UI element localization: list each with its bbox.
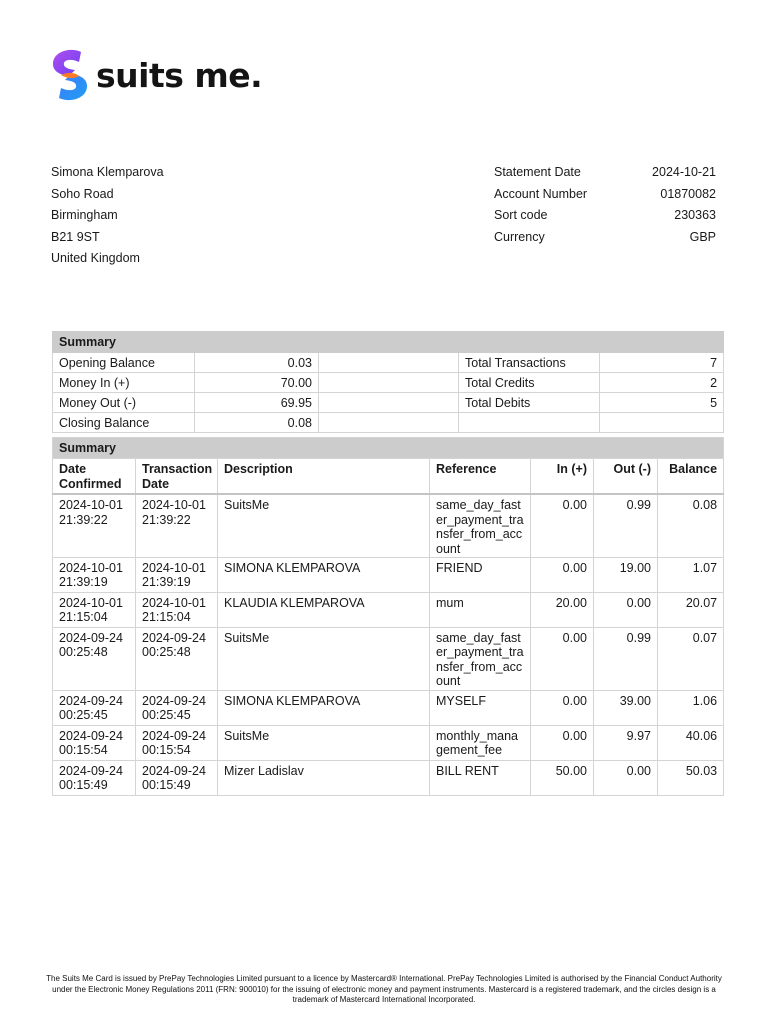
description-cell: SuitsMe	[218, 627, 430, 690]
summary-row	[53, 413, 724, 433]
summary-spacer	[319, 393, 459, 413]
money-out-label: Money Out (-)	[53, 393, 195, 413]
account-number-label: Account Number	[494, 186, 588, 201]
balance-cell: 1.06	[658, 690, 724, 725]
out-cell: 0.00	[594, 760, 658, 795]
date-confirmed-cell: 2024-09-24 00:25:45	[53, 690, 136, 725]
out-cell: 0.00	[594, 592, 658, 627]
statement-date-label: Statement Date	[494, 165, 581, 179]
summary-spacer	[600, 413, 724, 433]
description-cell: Mizer Ladislav	[218, 760, 430, 795]
brand-name: suits me.	[96, 55, 263, 95]
description-cell: SIMONA KLEMPAROVA	[218, 557, 430, 592]
description-cell: SuitsMe	[218, 725, 430, 760]
currency-value: GBP	[689, 229, 716, 244]
statement-date-row	[494, 164, 716, 186]
col-reference: Reference	[430, 459, 531, 495]
currency-label: Currency	[494, 229, 545, 244]
transaction-date-cell: 2024-09-24 00:15:49	[136, 760, 218, 795]
legal-footer: The Suits Me Card is issued by PrePay Technologies Limited pursuant to a licence by Mastercard® International. PrePay Technologies Limited is authorised by the Financial Conduct Authority under the Electronic Money Regulations 2011 (FRN: 900010) for the issuing of electronic money and payment instruments. Mastercard is a registered trademark, and the circles design is a trademark of Mastercard International Incorporated.	[46, 974, 722, 1004]
table-row	[53, 760, 724, 795]
out-cell: 9.97	[594, 725, 658, 760]
balance-cell: 20.07	[658, 592, 724, 627]
col-out: Out (-)	[594, 459, 658, 495]
description-cell: SuitsMe	[218, 494, 430, 557]
in-cell: 0.00	[531, 725, 594, 760]
col-balance: Balance	[658, 459, 724, 495]
date-confirmed-cell: 2024-10-01 21:15:04	[53, 592, 136, 627]
statement-date-value: 2024-10-21	[652, 165, 716, 179]
table-row	[53, 725, 724, 760]
table-row	[53, 690, 724, 725]
closing-balance-value: 0.08	[195, 413, 319, 433]
summary-spacer	[319, 353, 459, 373]
balance-cell: 50.03	[658, 760, 724, 795]
table-row	[53, 494, 724, 557]
currency-row	[494, 229, 716, 251]
table-row	[53, 627, 724, 690]
out-cell: 39.00	[594, 690, 658, 725]
reference-cell: BILL RENT	[430, 760, 531, 795]
summary-row	[53, 393, 724, 413]
description-cell: SIMONA KLEMPAROVA	[218, 690, 430, 725]
closing-balance-label: Closing Balance	[53, 413, 195, 433]
total-debits-value: 5	[600, 393, 724, 413]
transaction-date-cell: 2024-09-24 00:25:48	[136, 627, 218, 690]
account-number-value: 01870082	[660, 186, 716, 201]
out-cell: 19.00	[594, 557, 658, 592]
balance-cell: 0.07	[658, 627, 724, 690]
opening-balance-value: 0.03	[195, 353, 319, 373]
reference-cell: same_day_faster_payment_transfer_from_account	[430, 494, 531, 557]
in-cell: 0.00	[531, 690, 594, 725]
customer-postcode: B21 9ST	[51, 229, 100, 244]
statement-details	[494, 164, 716, 250]
transaction-date-cell: 2024-09-24 00:25:45	[136, 690, 218, 725]
date-confirmed-cell: 2024-09-24 00:15:54	[53, 725, 136, 760]
suitsme-logo-icon	[51, 48, 89, 102]
total-transactions-value: 7	[600, 353, 724, 373]
in-cell: 20.00	[531, 592, 594, 627]
reference-cell: FRIEND	[430, 557, 531, 592]
balance-cell: 40.06	[658, 725, 724, 760]
summary-spacer	[319, 413, 459, 433]
reference-cell: same_day_faster_payment_transfer_from_account	[430, 627, 531, 690]
money-in-label: Money In (+)	[53, 373, 195, 393]
col-date-confirmed: Date Confirmed	[53, 459, 136, 495]
col-in: In (+)	[531, 459, 594, 495]
reference-cell: mum	[430, 592, 531, 627]
table-row	[53, 557, 724, 592]
date-confirmed-cell: 2024-09-24 00:15:49	[53, 760, 136, 795]
out-cell: 0.99	[594, 494, 658, 557]
reference-cell: monthly_management_fee	[430, 725, 531, 760]
out-cell: 0.99	[594, 627, 658, 690]
in-cell: 50.00	[531, 760, 594, 795]
description-cell: KLAUDIA KLEMPAROVA	[218, 592, 430, 627]
transactions-table	[52, 437, 724, 796]
summary-row	[53, 373, 724, 393]
customer-address	[51, 164, 164, 272]
transactions-title: Summary	[53, 438, 724, 459]
sort-code-value: 230363	[674, 208, 716, 222]
summary-table	[52, 331, 724, 433]
transaction-date-cell: 2024-10-01 21:39:22	[136, 494, 218, 557]
date-confirmed-cell: 2024-09-24 00:25:48	[53, 627, 136, 690]
reference-cell: MYSELF	[430, 690, 531, 725]
in-cell: 0.00	[531, 494, 594, 557]
money-out-value: 69.95	[195, 393, 319, 413]
transaction-date-cell: 2024-09-24 00:15:54	[136, 725, 218, 760]
summary-spacer	[319, 373, 459, 393]
total-credits-label: Total Credits	[459, 373, 600, 393]
customer-city: Birmingham	[51, 208, 118, 222]
total-transactions-label: Total Transactions	[459, 353, 600, 373]
transactions-section-header	[53, 438, 724, 459]
transaction-date-cell: 2024-10-01 21:39:19	[136, 557, 218, 592]
account-number-row	[494, 186, 716, 208]
col-description: Description	[218, 459, 430, 495]
in-cell: 0.00	[531, 557, 594, 592]
transactions-column-headers	[53, 459, 724, 495]
total-credits-value: 2	[600, 373, 724, 393]
in-cell: 0.00	[531, 627, 594, 690]
customer-street: Soho Road	[51, 186, 114, 201]
money-in-value: 70.00	[195, 373, 319, 393]
total-debits-label: Total Debits	[459, 393, 600, 413]
date-confirmed-cell: 2024-10-01 21:39:19	[53, 557, 136, 592]
customer-country: United Kingdom	[51, 251, 140, 265]
balance-cell: 0.08	[658, 494, 724, 557]
customer-name: Simona Klemparova	[51, 165, 164, 179]
table-row	[53, 592, 724, 627]
summary-row	[53, 353, 724, 373]
summary-header-row	[53, 332, 724, 353]
balance-cell: 1.07	[658, 557, 724, 592]
summary-title: Summary	[53, 332, 724, 353]
sort-code-row	[494, 207, 716, 229]
transaction-date-cell: 2024-10-01 21:15:04	[136, 592, 218, 627]
sort-code-label: Sort code	[494, 208, 548, 222]
date-confirmed-cell: 2024-10-01 21:39:22	[53, 494, 136, 557]
col-transaction-date: Transaction Date	[136, 459, 218, 495]
brand-logo	[51, 48, 262, 102]
summary-spacer	[459, 413, 600, 433]
opening-balance-label: Opening Balance	[53, 353, 195, 373]
